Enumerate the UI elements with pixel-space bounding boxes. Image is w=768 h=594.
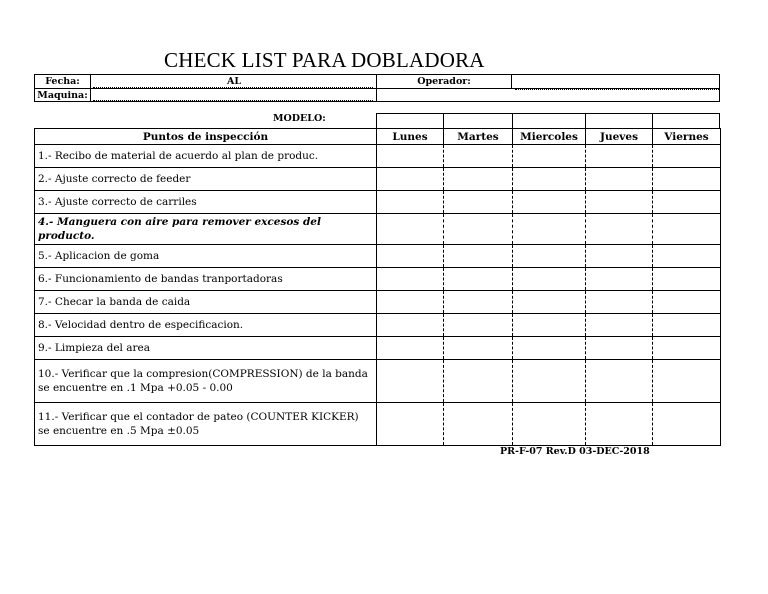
table-row [35, 191, 721, 214]
check-cell[interactable] [586, 291, 653, 314]
table-row [35, 291, 721, 314]
check-cell[interactable] [377, 191, 444, 214]
item-label: 9.- Limpieza del area [35, 337, 377, 360]
item-label: 3.- Ajuste correcto de carriles [35, 191, 377, 214]
check-cell[interactable] [513, 245, 586, 268]
day-header-jueves: Jueves [586, 129, 653, 145]
check-cell[interactable] [513, 191, 586, 214]
check-cell[interactable] [653, 214, 721, 245]
check-cell[interactable] [444, 268, 513, 291]
check-cell[interactable] [653, 245, 721, 268]
check-cell[interactable] [586, 191, 653, 214]
header-block [34, 74, 720, 102]
modelo-row-top-border [376, 113, 720, 129]
points-header: Puntos de inspección [35, 129, 377, 145]
table-row [35, 403, 721, 446]
divider [90, 89, 91, 102]
item-label: 5.- Aplicacion de goma [35, 245, 377, 268]
check-cell[interactable] [513, 214, 586, 245]
check-cell[interactable] [377, 245, 444, 268]
item-label: 2.- Ajuste correcto de feeder [35, 168, 377, 191]
check-cell[interactable] [377, 403, 444, 446]
check-cell[interactable] [513, 314, 586, 337]
operador-label: Operador: [417, 76, 471, 87]
check-cell[interactable] [377, 214, 444, 245]
check-cell[interactable] [513, 403, 586, 446]
item-label: 11.- Verificar que el contador de pateo (COUNTER KICKER) se encuentre en .5 Mpa ±0.05 [35, 403, 377, 446]
check-cell[interactable] [513, 145, 586, 168]
table-row [35, 168, 721, 191]
check-cell[interactable] [513, 360, 586, 403]
check-cell[interactable] [586, 360, 653, 403]
check-cell[interactable] [444, 168, 513, 191]
check-cell[interactable] [377, 168, 444, 191]
day-header-viernes: Viernes [653, 129, 721, 145]
check-cell[interactable] [653, 360, 721, 403]
check-cell[interactable] [653, 168, 721, 191]
check-cell[interactable] [444, 291, 513, 314]
check-cell[interactable] [444, 145, 513, 168]
check-cell[interactable] [586, 245, 653, 268]
item-label: 4.- Manguera con aire para remover excesos del producto. [35, 214, 377, 245]
table-row [35, 145, 721, 168]
check-cell[interactable] [586, 214, 653, 245]
item-label: 8.- Velocidad dentro de especificacion. [35, 314, 377, 337]
check-cell[interactable] [377, 145, 444, 168]
check-cell[interactable] [377, 291, 444, 314]
check-cell[interactable] [653, 268, 721, 291]
item-label: 7.- Checar la banda de caida [35, 291, 377, 314]
table-row [35, 314, 721, 337]
item-label: 6.- Funcionamiento de bandas tranportadoras [35, 268, 377, 291]
divider [585, 113, 586, 128]
table-header-row [35, 129, 721, 145]
check-cell[interactable] [513, 168, 586, 191]
check-cell[interactable] [377, 268, 444, 291]
item-label: 1.- Recibo de material de acuerdo al plan de produc. [35, 145, 377, 168]
check-cell[interactable] [653, 291, 721, 314]
check-cell[interactable] [444, 245, 513, 268]
maquina-label: Maquina: [37, 90, 88, 101]
maquina-field-line [93, 100, 373, 101]
divider [376, 113, 377, 128]
table-row [35, 214, 721, 245]
day-header-miercoles: Miercoles [513, 129, 586, 145]
check-cell[interactable] [513, 291, 586, 314]
divider [443, 113, 444, 128]
check-cell[interactable] [513, 337, 586, 360]
check-cell[interactable] [444, 214, 513, 245]
divider [512, 113, 513, 128]
check-cell[interactable] [653, 337, 721, 360]
check-cell[interactable] [513, 268, 586, 291]
table-row [35, 268, 721, 291]
check-cell[interactable] [377, 337, 444, 360]
check-cell[interactable] [653, 403, 721, 446]
check-cell[interactable] [444, 314, 513, 337]
divider [511, 75, 512, 88]
check-cell[interactable] [586, 145, 653, 168]
day-header-martes: Martes [444, 129, 513, 145]
table-row [35, 245, 721, 268]
check-cell[interactable] [653, 145, 721, 168]
check-cell[interactable] [653, 314, 721, 337]
divider [652, 113, 653, 128]
divider [719, 113, 720, 128]
check-cell[interactable] [586, 268, 653, 291]
check-cell[interactable] [444, 191, 513, 214]
table-row [35, 360, 721, 403]
modelo-label: MODELO: [273, 113, 326, 124]
check-cell[interactable] [444, 360, 513, 403]
check-cell[interactable] [444, 337, 513, 360]
fecha-label: Fecha: [45, 76, 80, 87]
check-cell[interactable] [586, 314, 653, 337]
check-cell[interactable] [377, 314, 444, 337]
check-cell[interactable] [653, 191, 721, 214]
inspection-table [34, 128, 721, 446]
check-cell[interactable] [377, 360, 444, 403]
page-title: CHECK LIST PARA DOBLADORA [164, 48, 485, 72]
check-cell[interactable] [586, 168, 653, 191]
check-cell[interactable] [586, 337, 653, 360]
form-code: PR-F-07 Rev.D 03-DEC-2018 [500, 446, 650, 457]
day-header-lunes: Lunes [377, 129, 444, 145]
al-label: AL [226, 76, 242, 87]
table-row [35, 337, 721, 360]
fecha-field-line [93, 87, 373, 88]
item-label: 10.- Verificar que la compresion(COMPRESSION) de la banda se encuentre en .1 Mpa +0.05 - 0.00 [35, 360, 377, 403]
check-cell[interactable] [444, 403, 513, 446]
check-cell[interactable] [586, 403, 653, 446]
operador-field-line [515, 89, 719, 90]
